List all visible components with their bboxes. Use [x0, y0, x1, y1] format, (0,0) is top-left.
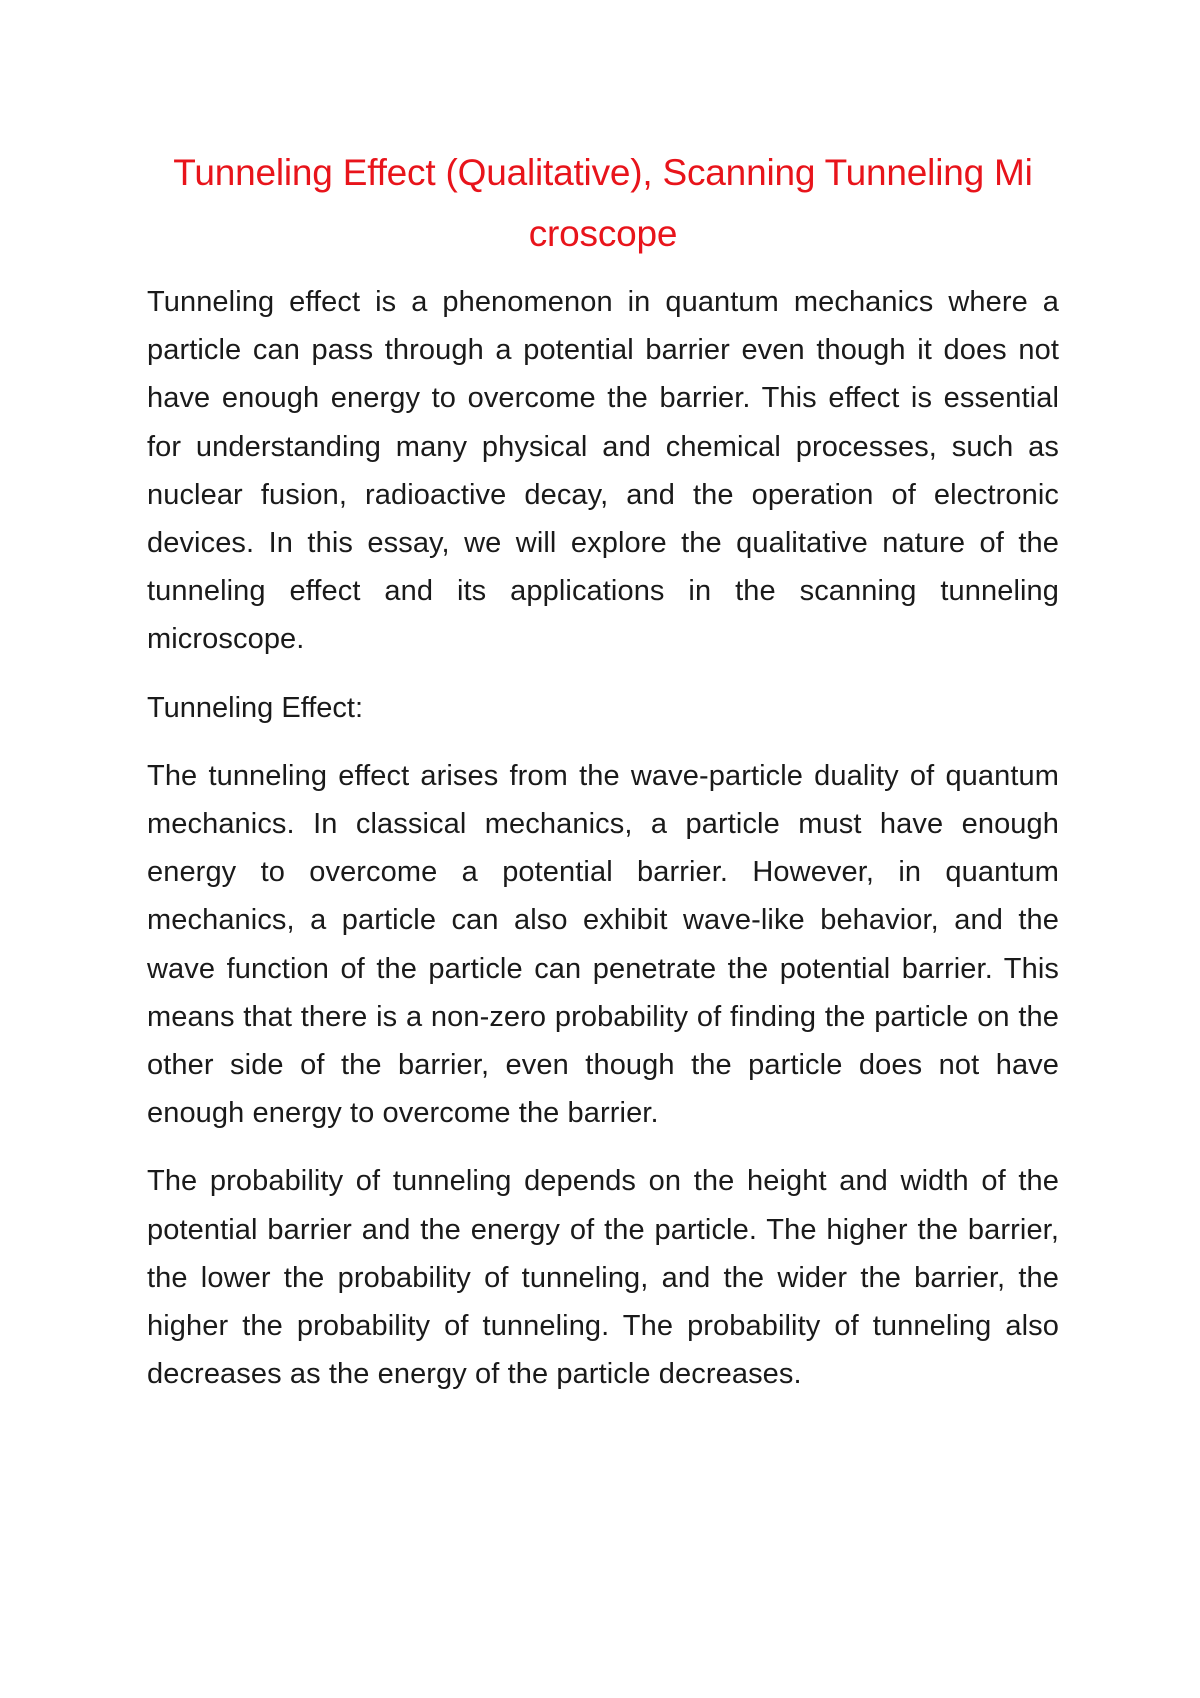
section-paragraph: The tunneling effect arises from the wave-particle duality of quantum mechanics. In classical mechanics, a particle must have enough energy to overcome a potential barrier. However, in quantum mechanics, a particle can also exhibit wave-like behavior, and the wave function of the particle can penetrate the potential barrier. This means that there is a non-zero probability of finding the particle on the other side of the barrier, even though the particle does not have enough energy to overcome the barrier. — [147, 759, 1059, 1130]
section-heading: Tunneling Effect: — [147, 691, 364, 724]
document-body — [147, 142, 1059, 1418]
document-title: Tunneling Effect (Qualitative), Scanning Tunneling Mi croscope — [173, 152, 1033, 254]
intro-paragraph: Tunneling effect is a phenomenon in quantum mechanics where a particle can pass through a potential barrier even though it does not have enough energy to overcome the barrier. This effect is essential for understanding many physical and chemical processes, such as nuclear fusion, radioactive decay, and the operation of electronic devices. In this essay, we will explore the qualitative nature of the tunneling effect and its applications in the scanning tunneling microscope. — [147, 286, 1059, 656]
section-paragraph: The probability of tunneling depends on the height and width of the potential barrier and the energy of the particle. The higher the barrier, the lower the probability of tunneling, and the wider the barrier, the higher the probability of tunneling. The probability of tunneling also decreases as the energy of the particle decreases. — [147, 1165, 1059, 1391]
